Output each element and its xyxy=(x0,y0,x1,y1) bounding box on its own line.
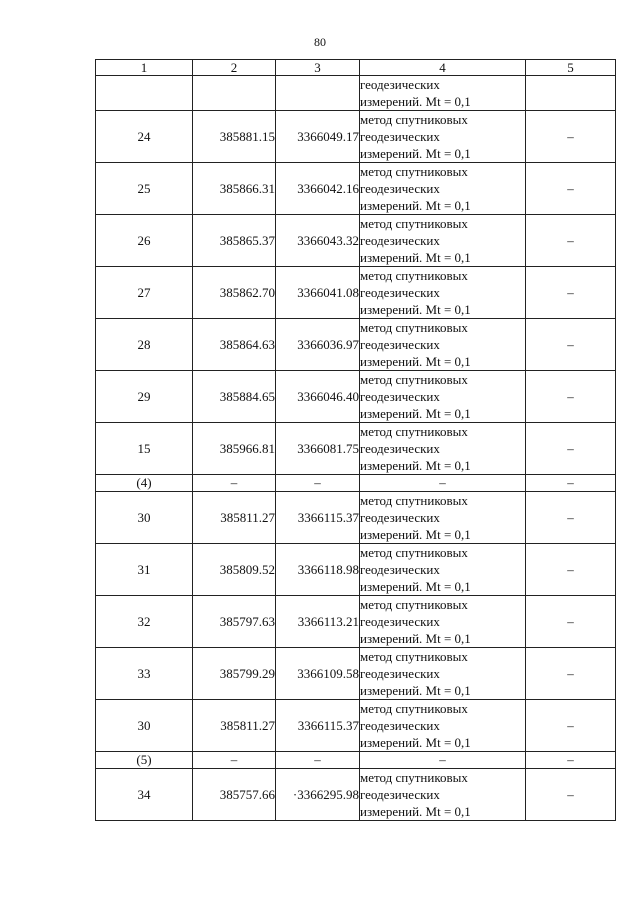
y-coordinate-cell: – xyxy=(276,475,360,492)
x-coordinate-cell: – xyxy=(193,475,276,492)
point-number-cell: 29 xyxy=(96,371,193,423)
accuracy-cell: – xyxy=(526,596,616,648)
point-number-cell: (5) xyxy=(96,752,193,769)
method-line: измерений. Mt = 0,1 xyxy=(360,579,471,594)
method-cell xyxy=(360,215,526,267)
y-coordinate-cell: 3366118.98 xyxy=(276,544,360,596)
method-cell xyxy=(360,492,526,544)
method-line: измерений. Mt = 0,1 xyxy=(360,354,471,369)
method-line: геодезических xyxy=(360,441,440,456)
method-line: измерений. Mt = 0,1 xyxy=(360,527,471,542)
y-coordinate-cell: 3366036.97 xyxy=(276,319,360,371)
method-line: геодезических xyxy=(360,562,440,577)
table-body xyxy=(96,76,616,821)
method-cell xyxy=(360,319,526,371)
separator-row xyxy=(96,475,616,492)
method-cell xyxy=(360,76,526,111)
table-row xyxy=(96,700,616,752)
accuracy-cell: – xyxy=(526,267,616,319)
method-line: геодезических xyxy=(360,77,440,92)
table-row xyxy=(96,492,616,544)
method-line: метод спутниковых xyxy=(360,268,468,283)
method-line: метод спутниковых xyxy=(360,493,468,508)
method-line: измерений. Mt = 0,1 xyxy=(360,683,471,698)
method-line: геодезических xyxy=(360,181,440,196)
x-coordinate-cell: 385797.63 xyxy=(193,596,276,648)
method-line: метод спутниковых xyxy=(360,770,468,785)
x-coordinate-cell: 385811.27 xyxy=(193,700,276,752)
method-line: геодезических xyxy=(360,389,440,404)
method-line: метод спутниковых xyxy=(360,649,468,664)
method-line: геодезических xyxy=(360,129,440,144)
y-coordinate-cell: 3366115.37 xyxy=(276,492,360,544)
accuracy-cell: – xyxy=(526,492,616,544)
point-number-cell: 32 xyxy=(96,596,193,648)
method-line: измерений. Mt = 0,1 xyxy=(360,631,471,646)
table-row xyxy=(96,215,616,267)
method-line: измерений. Mt = 0,1 xyxy=(360,250,471,265)
x-coordinate-cell: 385884.65 xyxy=(193,371,276,423)
header-cell-3: 3 xyxy=(276,60,360,76)
table-row xyxy=(96,544,616,596)
table-row xyxy=(96,769,616,821)
point-number-cell: 26 xyxy=(96,215,193,267)
x-coordinate-cell: 385757.66 xyxy=(193,769,276,821)
point-number-cell: 34 xyxy=(96,769,193,821)
method-line: метод спутниковых xyxy=(360,597,468,612)
page-number: 80 xyxy=(314,35,326,49)
y-coordinate-cell: 3366042.16 xyxy=(276,163,360,215)
method-line: – xyxy=(439,475,446,490)
accuracy-cell: – xyxy=(526,371,616,423)
x-coordinate-cell: 385809.52 xyxy=(193,544,276,596)
y-coordinate-cell xyxy=(276,76,360,111)
y-coordinate-cell: – xyxy=(276,752,360,769)
method-line: метод спутниковых xyxy=(360,372,468,387)
point-number-cell: (4) xyxy=(96,475,193,492)
method-line: геодезических xyxy=(360,666,440,681)
method-line: метод спутниковых xyxy=(360,701,468,716)
y-coordinate-cell: 3366041.08 xyxy=(276,267,360,319)
method-line: метод спутниковых xyxy=(360,545,468,560)
method-cell xyxy=(360,423,526,475)
point-number-cell: 30 xyxy=(96,492,193,544)
x-coordinate-cell: – xyxy=(193,752,276,769)
accuracy-cell: – xyxy=(526,648,616,700)
method-line: измерений. Mt = 0,1 xyxy=(360,302,471,317)
method-line: метод спутниковых xyxy=(360,424,468,439)
separator-row xyxy=(96,752,616,769)
y-coordinate-cell: 3366046.40 xyxy=(276,371,360,423)
x-coordinate-cell: 385864.63 xyxy=(193,319,276,371)
method-line: геодезических xyxy=(360,718,440,733)
accuracy-cell: – xyxy=(526,769,616,821)
accuracy-cell: – xyxy=(526,752,616,769)
method-line: метод спутниковых xyxy=(360,216,468,231)
table-row xyxy=(96,267,616,319)
table-row xyxy=(96,163,616,215)
y-coordinate-cell: 3366081.75 xyxy=(276,423,360,475)
point-number-cell: 15 xyxy=(96,423,193,475)
method-line: измерений. Mt = 0,1 xyxy=(360,146,471,161)
header-cell-5: 5 xyxy=(526,60,616,76)
accuracy-cell: – xyxy=(526,544,616,596)
method-cell xyxy=(360,544,526,596)
method-line: метод спутниковых xyxy=(360,164,468,179)
method-line: геодезических xyxy=(360,510,440,525)
header-row xyxy=(96,60,616,76)
table-row xyxy=(96,423,616,475)
table-row xyxy=(96,319,616,371)
table-row xyxy=(96,596,616,648)
accuracy-cell: – xyxy=(526,700,616,752)
method-line: геодезических xyxy=(360,285,440,300)
table-row xyxy=(96,111,616,163)
point-number-cell xyxy=(96,76,193,111)
method-line: геодезических xyxy=(360,614,440,629)
point-number-cell: 24 xyxy=(96,111,193,163)
table-row xyxy=(96,371,616,423)
method-line: измерений. Mt = 0,1 xyxy=(360,735,471,750)
y-coordinate-cell: 3366109.58 xyxy=(276,648,360,700)
method-cell xyxy=(360,752,526,769)
method-cell xyxy=(360,163,526,215)
y-coordinate-cell: 3366043.32 xyxy=(276,215,360,267)
x-coordinate-cell: 385799.29 xyxy=(193,648,276,700)
coordinates-table xyxy=(95,59,616,821)
method-line: измерений. Mt = 0,1 xyxy=(360,458,471,473)
method-cell xyxy=(360,111,526,163)
x-coordinate-cell: 385862.70 xyxy=(193,267,276,319)
y-coordinate-cell: 3366115.37 xyxy=(276,700,360,752)
method-line: метод спутниковых xyxy=(360,112,468,127)
method-cell xyxy=(360,648,526,700)
method-cell xyxy=(360,267,526,319)
x-coordinate-cell: 385865.37 xyxy=(193,215,276,267)
x-coordinate-cell: 385966.81 xyxy=(193,423,276,475)
accuracy-cell: – xyxy=(526,111,616,163)
method-cell xyxy=(360,769,526,821)
accuracy-cell: – xyxy=(526,319,616,371)
y-coordinate-cell: 3366049.17 xyxy=(276,111,360,163)
method-cell xyxy=(360,371,526,423)
method-line: метод спутниковых xyxy=(360,320,468,335)
method-cell xyxy=(360,475,526,492)
header-cell-2: 2 xyxy=(193,60,276,76)
accuracy-cell: – xyxy=(526,163,616,215)
accuracy-cell: – xyxy=(526,215,616,267)
method-line: геодезических xyxy=(360,233,440,248)
accuracy-cell: – xyxy=(526,423,616,475)
x-coordinate-cell: 385866.31 xyxy=(193,163,276,215)
method-line: геодезических xyxy=(360,337,440,352)
accuracy-cell xyxy=(526,76,616,111)
point-number-cell: 27 xyxy=(96,267,193,319)
method-line: – xyxy=(439,752,446,767)
method-line: измерений. Mt = 0,1 xyxy=(360,804,471,819)
method-cell xyxy=(360,596,526,648)
x-coordinate-cell: 385811.27 xyxy=(193,492,276,544)
table-row xyxy=(96,648,616,700)
header-cell-1: 1 xyxy=(96,60,193,76)
point-number-cell: 33 xyxy=(96,648,193,700)
method-line: геодезических xyxy=(360,787,440,802)
point-number-cell: 30 xyxy=(96,700,193,752)
method-line: измерений. Mt = 0,1 xyxy=(360,94,471,109)
header-cell-4: 4 xyxy=(360,60,526,76)
method-line: измерений. Mt = 0,1 xyxy=(360,198,471,213)
method-line: измерений. Mt = 0,1 xyxy=(360,406,471,421)
point-number-cell: 31 xyxy=(96,544,193,596)
table-row xyxy=(96,76,616,111)
method-cell xyxy=(360,700,526,752)
y-coordinate-cell: ·3366295.98 xyxy=(276,769,360,821)
x-coordinate-cell: 385881.15 xyxy=(193,111,276,163)
accuracy-cell: – xyxy=(526,475,616,492)
y-coordinate-cell: 3366113.21 xyxy=(276,596,360,648)
x-coordinate-cell xyxy=(193,76,276,111)
point-number-cell: 25 xyxy=(96,163,193,215)
point-number-cell: 28 xyxy=(96,319,193,371)
